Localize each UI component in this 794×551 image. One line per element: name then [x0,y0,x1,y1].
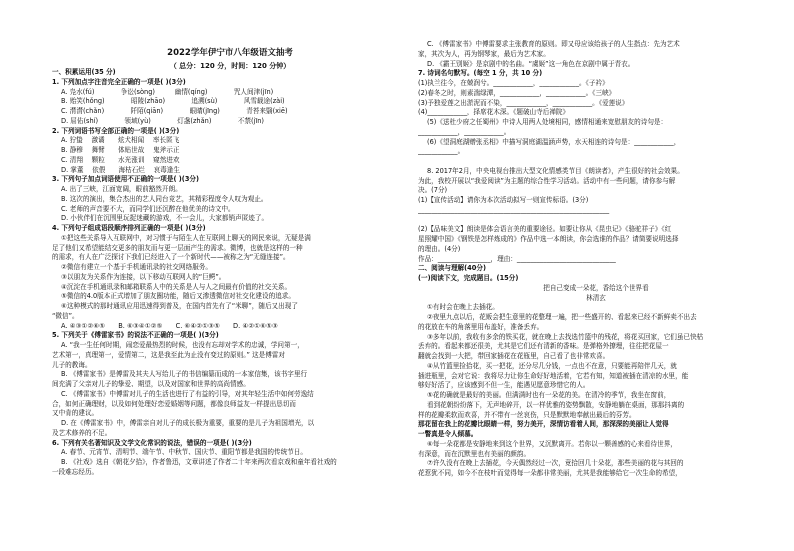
left-line: 足了他们又希望能结交更多的朋友而与更一层面产生的需求。微博，也就是这样的一种 [52,243,303,252]
left-line: B. 静穆 舞臂 体贴世故 鬼斧示正 [61,146,180,154]
right-column [418,40,774,479]
right-line: (2)【品味美文】朗读是体会语言美的重要途径。如要让你从《昆虫记》《骆驼祥子》《红 [418,225,672,234]
right-line: __________________________________________________________ [418,205,610,214]
right-line: 的花放在车的角落里用布盖好，准备丢弃。 [418,322,544,331]
left-line: 的需求，有人在广泛探讨下我们已经进入了一个新时代——被称之为“无缝连接”。 [52,253,290,262]
right-line [418,157,774,167]
left-line: C. 潸潸(chǎn) 阡陌(qiān) 眼睛(jīng) 青苔来翳(xiē) [61,107,288,115]
right-line: 那花留在我上的花瓣比眼睛一样，努力美开，深情访看着人间，那深深的美丽让人觉得 [418,420,669,429]
right-line: 作品：________________，理由：______________________________ [418,254,616,263]
left-line: 2. 下列词语书写全部正确的一项是( )(3分) [52,126,180,135]
left-line: ⑤微信的4.0版本正式增加了朋友圈功能，随后又渗透微信对社交化建设的追求。 [61,292,295,301]
right-line: 8. 2017年2月，中央电视台推出大型文化情感类节目《朗读者》，产生很好的社会效果。 [427,166,684,175]
left-line: 3. 下列句子加点词语使用不正确的一项是( )(3分) [52,175,200,184]
right-line: (4)____________，择席花木深。《题破山寺后禅院》 [418,108,570,117]
right-line: 一瞥真是令人倾慕。 [418,430,478,438]
right-line: 的理由。(4分) [418,244,461,253]
left-line: B. 这次的演出，集合杰出的艺人同台竞艺，其精彩程度令人叹为观止。 [61,194,268,203]
left-line: C. 清翔 颗粒 水光涨训 窥然进欢 [61,155,180,164]
right-line: 为此，我校开展以“我爱阅读”为主题的综合性学习活动。活动中有一些问题，请你参与解 [418,176,676,185]
left-line: 合，如何正确理财，以及如何处理好恋爱婚姻等问题，都像良师益友一样提出恳切而 [52,399,296,408]
left-line: 及艺术修养的不足。 [52,428,112,437]
left-line: C. 《傅雷家书》中傅雷对儿子的生活也进行了有益的引导，对其年轻生活中如何劳逸结 [61,389,314,398]
left-line: C. 老师的声音要不大，而同学们还沉醉在他优美的诗文中。 [61,204,235,213]
exam-subtitle: （ 总分：120 分，时间：120 分钟） [169,62,291,70]
right-line: 星照耀中国》《钢铁是怎样炼成的》作品中选一本朗读，你会选谁的作品？请简要说明选择 [418,235,679,243]
right-line: ⑦许久没有在晚上去插花，今天偶然经过一次，竟拾回几十朵花，那些美丽的花与其回的 [427,459,684,468]
left-line: ③以朋友为关系作为连接，以下移动互联网人的“巨鳄”。 [61,272,226,281]
left-line: D. 掌董 依偎 海枯石烂 哀毒逢生 [61,165,180,174]
left-line: A. 狞蛰 激谲 炫犬相闻 率长匿飞 [61,136,180,145]
right-line: ④从竹篮里捡拾花，买一把花，还分尽几分钱，一点也不在意，只要能再陪伴几天，就 [427,361,677,370]
right-line: 够好好活了，应该感到不但一生，能遇见愿意珍惜它的人。 [418,381,590,390]
right-line: ①有时会在晚上去插花。 [427,303,499,312]
right-line: (2)春冬之时，则素湍绿潭，____________，____________。《三峡》 [418,88,616,97]
left-line: ②微信有建立一个基于手机通讯录的社交网络服务。 [61,263,212,271]
left-line: A. 凫水(fú) 争讼(sòng) 幽情(qíng) 咒人间津(jīn) [61,87,274,96]
left-line: ④沉淀在手机通讯录和邮箱联系人中的关系是人与人之间最有价值的社交关系。 [61,282,292,291]
left-column [52,40,408,478]
left-line: 艺术第一，真理第一，爱情第二，这是我至此为止没有变过的原则。” 这是傅雷对 [52,350,285,359]
left-line: “微信”。 [52,311,79,320]
left-line: A. 出了三峡，江面宽阔，眼前豁然开朗。 [61,185,182,193]
left-line: D. 在《傅雷家书》中，傅雷亲自对儿子的成长极为重要，重要的是儿子为祖国增光，以 [61,419,315,427]
right-line: D. 《霸王别姬》是京剧中的名曲。“虞姬”这一角色在京剧中属于青衣。 [427,59,635,68]
left-line: ⑥这种模式的那时通讯应用迅速得到普及，在国内首先有了“米聊”，随后又出现了 [61,302,298,310]
right-line: ____________。 [418,147,465,156]
right-line: 花惹犹不同，如今不在枝叶而觉得每一朵都非常美丽，尤其是我能够给它一次生命的希望， [418,469,682,477]
left-line: B. 《社戏》选自《朝花夕拾》，作者鲁迅，文章讲述了作者二十年来两次看京戏和童年看社戏的 [61,458,337,466]
left-line: 4. 下列句子组成语段顺序排列正确的一项是( )(3分) [52,224,206,232]
right-line: 决。(7分) [418,186,448,195]
right-line: 看到花朝纷纷落下，无声地碎开，以一样优雅的姿势飘散，安静地躺在桌面，那那抖离的 [427,400,685,409]
left-line: 5. 下列关于《傅雷家书》的说法不正确的一项是( )(3分) [52,331,219,340]
right-line: (5)《送杜少府之任蜀州》中诗人用两人处境相同，感情相通来宽慰朋友的诗句是： [427,118,668,126]
left-line: 一段难忘经历。 [52,467,99,476]
left-line: 间充满了父亲对儿子的挚爱、期望，以及对国家和世界的高尚情感。 [52,380,250,388]
left-line: A. 春节、元宵节、清明节、端午节、中秋节、国庆节、重阳节都是我国的传统节日。 [61,448,307,457]
right-line: 样的花瓣柔软而欢喜，并不带有一丝哀伤，只是默默地奉献出最后的芬芳。 [418,410,636,419]
right-line: 林清玄 [586,293,606,302]
left-line: 又中肯的建议。 [52,409,99,418]
right-line: (1)【宣传活动】请你为本次活动拟写一则宣传标语。(3分) [418,196,589,204]
exam-title: 2022学年伊宁市八年级语文抽考 [167,48,293,58]
right-line: (一)阅读下文，完成题目。(15分) [418,274,519,282]
left-line: B. 贻笑(hǒng) 昭陵(zhāo) 追溯(sù) 风雪载途(zài) [61,97,285,106]
right-line: (6)《望洞庭湖赠张丞相》中描写洞庭湖温涵声势，水天相连的诗句是：____________， [427,137,681,146]
left-line: 1. 下列加点字注音完全正确的一项是( )(3分) [52,77,186,86]
right-line: ③多年以前，我收有多余的铁买花，就在晚上去找选竹篮中的残花，将花买回家，它们虽已快枯 [427,332,704,341]
left-line: ①把这些关系导入互联网中，对习惯于与陌生人在互联网上聊天的网民来说，无疑是满 [61,233,311,242]
right-line: 丢弃的。看起来都还很美，尤其是它们还有清新的香味。是弹格外撩埋，往往把花屋一 [418,342,669,351]
right-line: 7. 诗词名句默写。(每空 1 分，共 10 分) [418,69,543,78]
left-line: A. ④③①②⑥⑤ B. ⑥③④①②⑤ C. ⑥④②①③⑤ D. ④②①⑥⑤③ [61,321,278,330]
right-line [418,216,774,226]
right-line: (3)予独爱莲之出淤泥而不染，____________，____________。《爱莲说》 [418,98,629,107]
left-line: D. 屈佑(shí) 领域(yù) 灯盏(zhǎn) 不禁(jīn) [61,116,264,125]
right-line: 把自己变成一朵花，香给这个世界看 [543,283,649,292]
right-line: 有深意，而在沉默里也有美丽的颜韵。 [418,449,531,458]
right-line: ⑥每一朵花都是安静地来到这个世界，又沉默离开。若你以一颗善感的心来看待世界， [427,439,677,448]
left-line: 6. 下列有关名著知识及文学文化常识的说法，错误的一项是( )(3分) [52,438,252,447]
right-line: 家，其次为人，再为钢琴家，最后为艺术家。 [418,49,550,58]
right-line: ②夜里九点以后，花贩会把生意里的花整理一遍，把一些盛开的、看起来已经不新鲜卖不出去 [427,313,697,321]
right-line: 翻就会找到一大把，带回家插花在花瓶里，自己看了也非常欢喜。 [418,352,610,360]
left-line: A. “我一生任何时期，闹恋爱最热烈的时候，也没有忘却对学术的忠诚，学问第一， [61,341,304,349]
right-line: (1)执兰往今，在兢润兮。____________，____________。《子衿》 [418,79,609,87]
left-line: B. 《傅雷家书》是傅雷及其夫人写给儿子的书信编纂而成的一本家信集，该书字里行 [61,370,308,379]
right-line: ____________，____________。 [418,127,511,136]
left-line: 儿子的教诲。 [52,360,92,369]
left-line: D. 小伙伴们在沉围里玩捉迷藏的游戏，不一会儿，大家都销声匿迹了。 [61,214,269,223]
left-line: 一、积累运用(35 分) [52,68,116,76]
right-line: C. 《傅雷家书》中傅雷要求主张教育的原则。即又母应该给孩子的人生指点：先为艺术 [427,40,680,48]
right-line: 二、阅读与理解(40分) [418,264,486,273]
right-line: 插进瓶里，会对它说：我将尽力让你生命好好地活着，它若有知，知道被插在清凉的水里，能 [418,371,689,380]
right-line: ⑤花的确就是最好的美丽。但满满时也有一朵花的美。在清冷的季节，我坐在窗前， [427,391,671,399]
